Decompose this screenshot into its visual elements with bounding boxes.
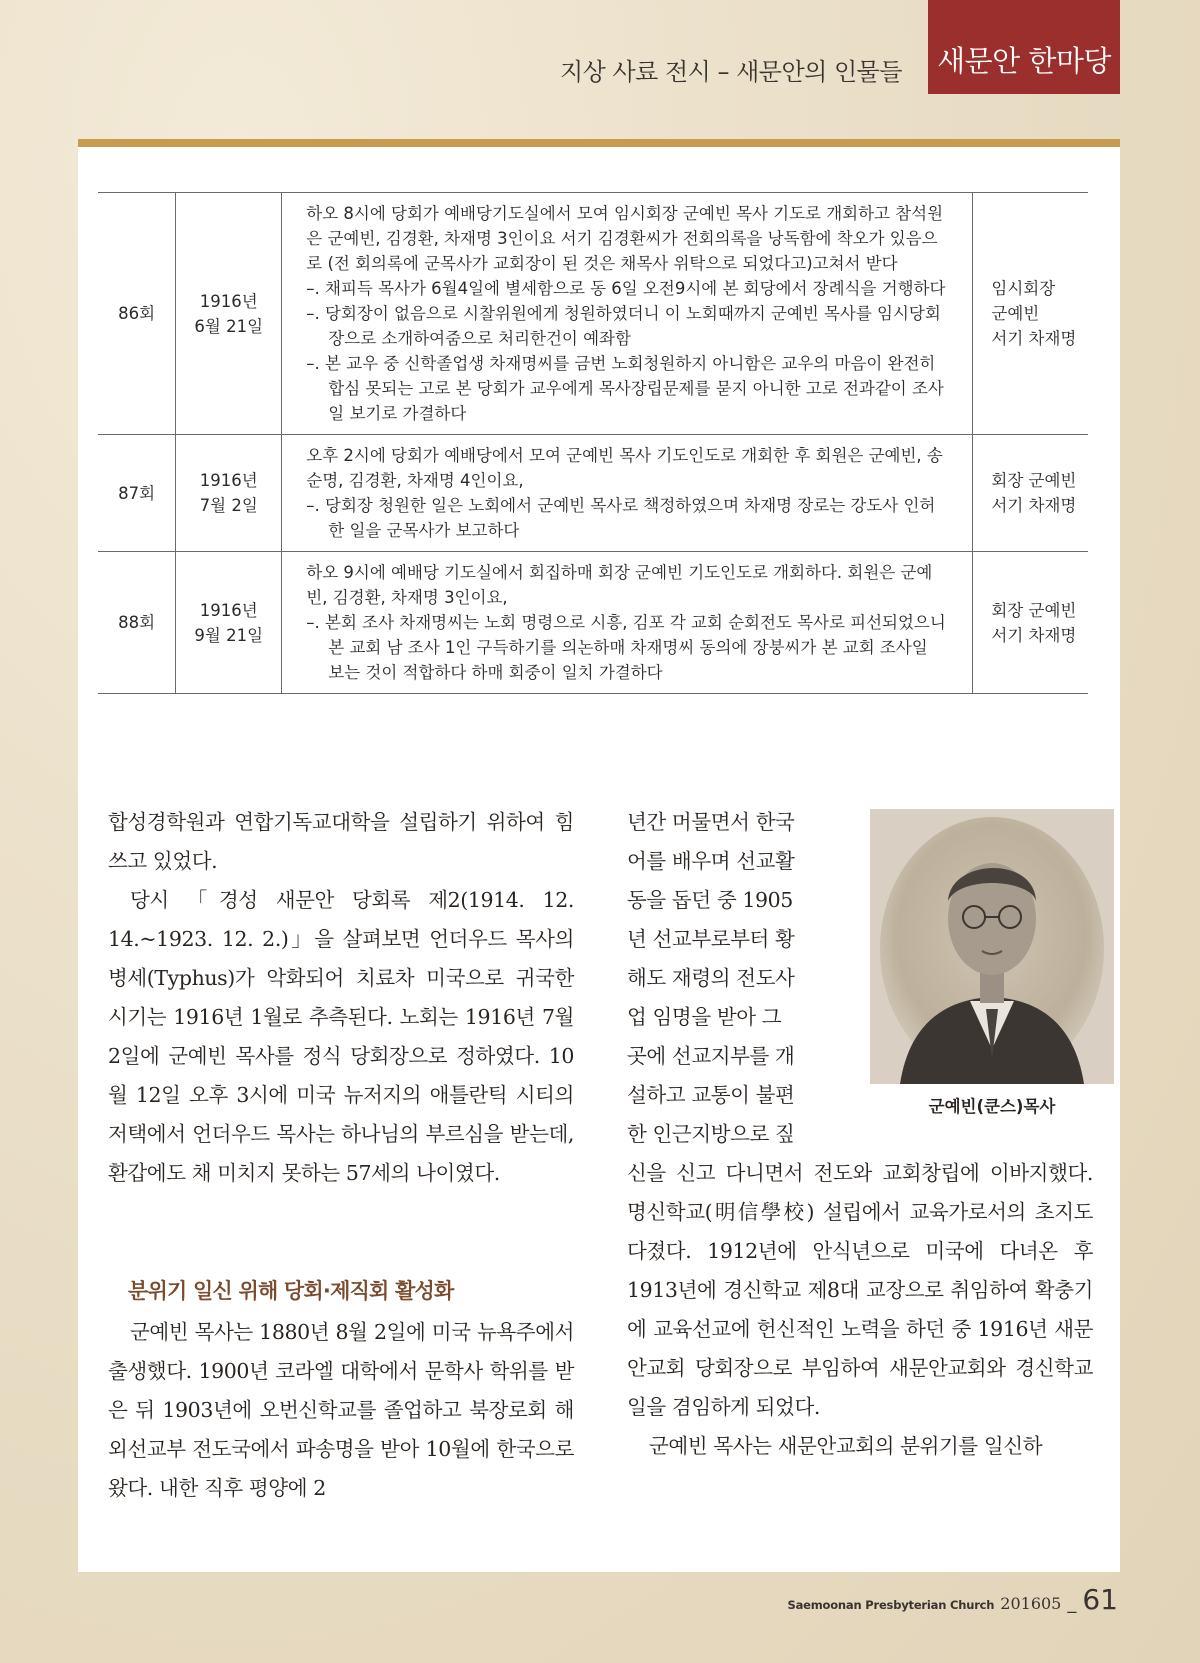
session-content (282, 193, 973, 435)
article-paragraph: 당시 「경성 새문안 당회록 제2(1914. 12. 14.~1923. 12. 2.)」을 살펴보면 언더우드 목사의 병세(Typhus)가 악화되어 치료차 미국으로 귀국한 시기는 1916년 1월로 추측된다. 노회는 1916년 7월 2일에 군예빈 목사를 정식 당회장으로 정하였다. 10월 12일 오후 3시에 미국 뉴저지의 애틀란틱 시티의 저택에서 언더우드 목사는 하나님의 부르심을 받는데, 환갑에도 채 미치지 못하는 57세의 나이였다. (108, 888, 574, 1185)
article-line: 한 인근지방으로 짚 (627, 1122, 795, 1146)
article-line: 년 선교부로부터 황 (627, 927, 795, 951)
article-line: 설하고 교통이 불편 (627, 1083, 795, 1107)
minutes-row (98, 193, 1088, 435)
portrait-photo (870, 809, 1114, 1084)
section-tab (928, 0, 1120, 94)
article-paragraph: 군예빈 목사는 1880년 8월 2일에 미국 뉴욕주에서 출생했다. 1900년 코라엘 대학에서 문학사 학위를 받은 뒤 1903년에 오번신학교를 졸업하고 북장로회 해외선교부 전도국에서 파송명을 받아 10월에 한국으로 왔다. 내한 직후 평양에 2 (108, 1320, 574, 1500)
section-tab-label: 새문안 한마당 (937, 44, 1111, 78)
article-line: 곳에 선교지부를 개 (627, 1044, 795, 1068)
session-officers (973, 552, 1088, 694)
photo-caption: 군예빈(쿤스)목사 (928, 1097, 1056, 1116)
article-left-column-lower (108, 1313, 574, 1508)
article-paragraph: 합성경학원과 연합기독교대학을 설립하기 위하여 힘쓰고 있었다. (108, 810, 574, 873)
officer-line: 서기 차재명 (991, 496, 1077, 515)
content-intro: 하오 9시에 예배당 기도실에서 회집하매 회장 군예빈 기도인도로 개회하다. 회원은 군예빈, 김경환, 차재명 3인이요, (306, 563, 933, 607)
content-item: –. 당회장이 없음으로 시찰위원에게 청원하였더니 이 노회때까지 군예빈 목사를 임시당회장으로 소개하여줌으로 처리한건이 예좌함 (306, 304, 941, 348)
content-item: –. 본회 조사 차재명씨는 노회 명령으로 시흥, 김포 각 교회 순회전도 목사로 피선되었으니 본 교회 남 조사 1인 구득하기를 의논하매 차재명씨 동의에 장붕씨가 본 교회 조사일 보는 것이 적합하다 하매 회중이 일치 가결하다 (306, 613, 946, 682)
article-line: 동을 돕던 중 1905 (627, 888, 793, 912)
article-left-column (108, 803, 574, 1193)
session-content (282, 552, 973, 694)
session-officers (973, 435, 1088, 552)
article-right-column (627, 1154, 1093, 1466)
session-date (176, 193, 282, 435)
minutes-row (98, 552, 1088, 694)
article-subheading: 분위기 일신 위해 당회·제직회 활성화 (128, 1279, 454, 1303)
minutes-row (98, 435, 1088, 552)
content-intro: 하오 8시에 당회가 예배당기도실에서 모여 임시회장 군예빈 목사 기도로 개회하고 참석원은 군예빈, 김경환, 차재명 3인이요 서기 김경환씨가 전회의록을 낭독함에 착오가 있음으로 (전 회의록에 군목사가 교회장이 된 것은 채목사 위탁으로 되었다고)고쳐서 받다 (306, 204, 944, 273)
session-number: 86회 (98, 193, 176, 435)
portrait-icon (870, 809, 1114, 1084)
content-item: –. 채피득 목사가 6월4일에 별세함으로 동 6일 오전9시에 본 회당에서 장례식을 거행하다 (306, 279, 946, 298)
article-line: 업 임명을 받아 그 (627, 1005, 782, 1029)
article-right-narrow-column (627, 803, 819, 1154)
officer-line: 군예빈 (991, 304, 1040, 323)
officer-line: 서기 차재명 (991, 625, 1077, 645)
article-line: 어를 배우며 선교활 (627, 849, 795, 873)
date-line: 1916년 (199, 471, 258, 490)
officer-line: 임시회장 (991, 279, 1056, 298)
date-line: 7월 2일 (199, 496, 258, 515)
footer-church-name: Saemoonan Presbyterian Church (787, 1598, 995, 1612)
officer-line: 서기 차재명 (991, 329, 1077, 348)
date-line: 1916년 (199, 291, 258, 311)
footer-issue: 201605 (1000, 1594, 1062, 1613)
officer-line: 회장 군예빈 (991, 600, 1077, 620)
session-date (176, 552, 282, 694)
article-line: 해도 재령의 전도사 (627, 966, 795, 990)
date-line: 9월 21일 (194, 625, 264, 645)
footer-separator: _ (1067, 1593, 1077, 1614)
running-title: 지상 사료 전시 – 새문안의 인물들 (560, 58, 903, 86)
content-item: –. 당회장 청원한 일은 노회에서 군예빈 목사로 책정하였으며 차재명 장로는 강도사 인허한 일을 군목사가 보고하다 (306, 496, 936, 540)
date-line: 1916년 (199, 600, 258, 620)
session-content (282, 435, 973, 552)
article-paragraph: 군예빈 목사는 새문안교회의 분위기를 일신하 (649, 1434, 1043, 1458)
minutes-table (98, 192, 1088, 694)
date-line: 6월 21일 (194, 316, 264, 336)
session-date (176, 435, 282, 552)
page-footer (787, 1583, 1118, 1616)
content-intro: 오후 2시에 당회가 예배당에서 모여 군예빈 목사 기도인도로 개회한 후 회원은 군예빈, 송순명, 김경환, 차재명 4인이요, (306, 446, 943, 490)
session-officers (973, 193, 1088, 435)
content-item: –. 본 교우 중 신학졸업생 차재명씨를 금번 노회청원하지 아니함은 교우의 마음이 완전히 합심 못되는 고로 본 당회가 교우에게 목사장립문제를 묻지 아니한 고로 전과같이 조사일 보기로 가결하다 (306, 354, 944, 423)
session-number: 88회 (98, 552, 176, 694)
officer-line: 회장 군예빈 (991, 471, 1077, 490)
page-number: 61 (1082, 1583, 1118, 1616)
article-line: 년간 머물면서 한국 (627, 810, 795, 834)
article-paragraph: 신을 신고 다니면서 전도와 교회창립에 이바지했다. 명신학교(明信學校) 설립에서 교육가로서의 초지도 다졌다. 1912년에 안식년으로 미국에 다녀온 후 1913년에 경신학교 제8대 교장으로 취임하여 확충기에 교육선교에 헌신적인 노력을 하던 중 1916년 새문안교회 당회장으로 부임하여 새문안교회와 경신학교 일을 겸임하게 되었다. (627, 1161, 1093, 1419)
session-number: 87회 (98, 435, 176, 552)
